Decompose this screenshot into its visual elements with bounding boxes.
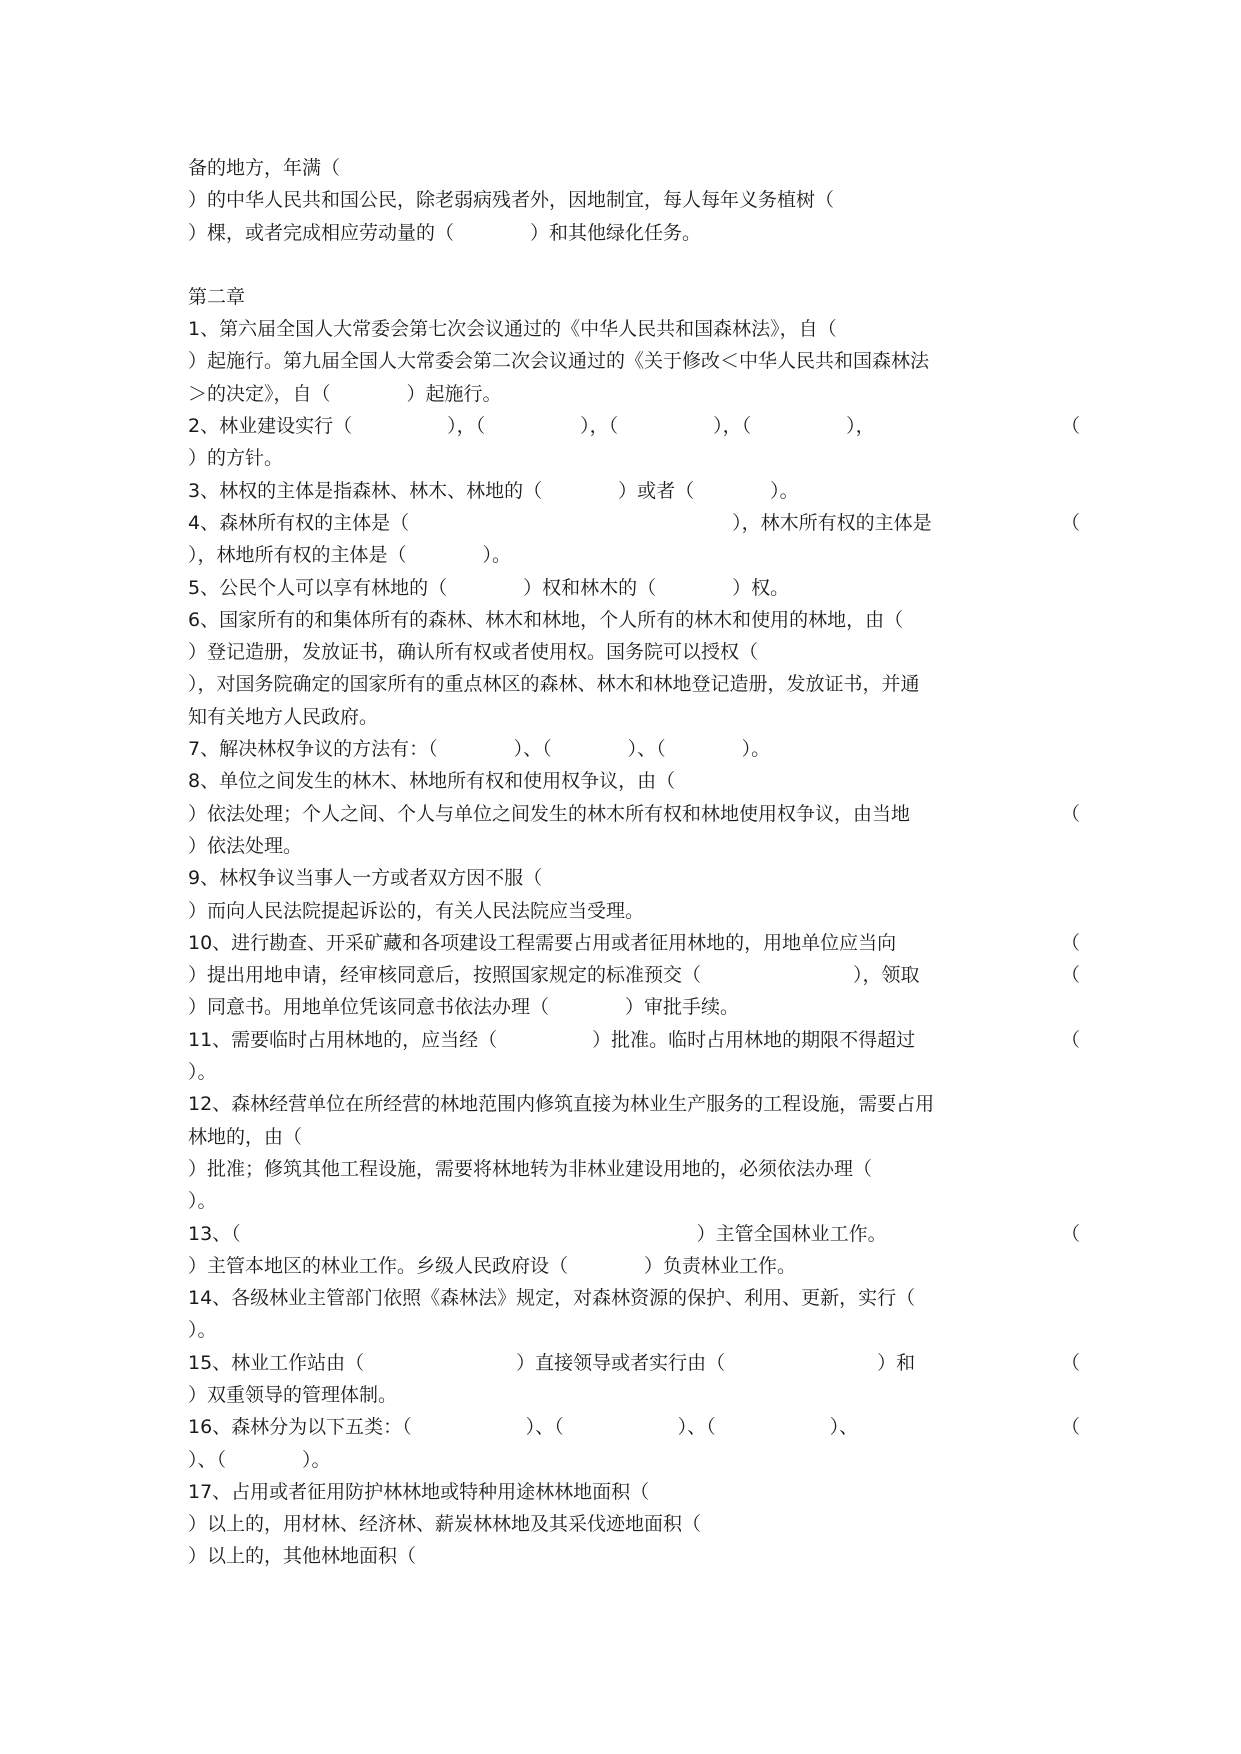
text-line: [188, 927, 1080, 959]
text-line: [188, 1185, 1068, 1217]
text-line: [188, 184, 1068, 216]
text-line: [188, 1347, 1080, 1379]
line-text: 12、森林经营单位在所经营的林地范围内修筑直接为林业生产服务的工程设施，需要占用: [188, 1093, 935, 1116]
text-line: [188, 572, 1068, 604]
line-text: ＞的决定》，自（ ）起施行。: [188, 382, 502, 405]
text-line: [188, 604, 1068, 636]
text-line: [188, 1282, 1068, 1314]
line-text: ）的方针。: [188, 447, 284, 470]
text-line: [188, 1088, 1068, 1120]
line-text: ）登记造册，发放证书，确认所有权或者使用权。国务院可以授权（: [188, 641, 759, 664]
line-text: 4、森林所有权的主体是（ ），林木所有权的主体是: [188, 511, 932, 534]
text-line: [188, 895, 1068, 927]
text-line: [188, 410, 1080, 442]
text-line: [188, 1379, 1068, 1411]
line-text: ）。: [188, 1319, 217, 1342]
line-tail-bracket: （: [1060, 802, 1080, 825]
text-line: [188, 313, 1068, 345]
text-line: [188, 1056, 1068, 1088]
line-text: ）依法处理。: [188, 834, 303, 857]
line-text: ）主管本地区的林业工作。乡级人民政府设（ ）负责林业工作。: [188, 1254, 797, 1277]
text-line: [188, 1250, 1068, 1282]
text-line: [188, 378, 1068, 410]
line-tail-bracket: （: [1060, 415, 1080, 438]
line-text: ），林地所有权的主体是（ ）。: [188, 544, 512, 567]
line-text: 备的地方，年满（: [188, 157, 341, 179]
line-text: 5、公民个人可以享有林地的（ ）权和林木的（ ）权。: [188, 576, 790, 599]
text-line: [188, 539, 1068, 571]
line-text: ）批准；修筑其他工程设施，需要将林地转为非林业建设用地的，必须依法办理（: [188, 1157, 873, 1180]
line-tail-bracket: （: [1060, 931, 1080, 954]
line-text: 1、第六届全国人大常委会第七次会议通过的《中华人民共和国森林法》，自（: [188, 318, 837, 341]
line-text: ）。: [188, 1061, 217, 1084]
text-line: [188, 991, 1068, 1023]
text-line: [188, 830, 1068, 862]
text-line: [188, 1508, 1068, 1540]
line-text: 11、需要临时占用林地的，应当经（ ）批准。临时占用林地的期限不得超过: [188, 1028, 916, 1051]
line-tail-bracket: （: [1060, 511, 1080, 534]
text-line: [188, 217, 1068, 249]
text-line: [188, 1218, 1080, 1250]
text-line: [188, 1121, 1068, 1153]
line-text: ）依法处理；个人之间、个人与单位之间发生的林木所有权和林地使用权争议，由当地: [188, 802, 911, 825]
text-line: [188, 249, 1068, 281]
line-text: ）起施行。第九届全国人大常委会第二次会议通过的《关于修改＜中华人民共和国森林法: [188, 350, 930, 373]
line-tail-bracket: （: [1060, 964, 1080, 987]
text-line: [188, 1540, 1068, 1572]
line-text: ）的中华人民共和国公民，除老弱病残者外，因地制宜，每人每年义务植树（: [188, 189, 835, 212]
text-line: [188, 345, 1068, 377]
line-text: ）以上的，用材林、经济林、薪炭林林地及其采伐迹地面积（: [188, 1513, 702, 1536]
line-text: 13、（ ）主管全国林业工作。: [188, 1222, 887, 1245]
line-text: 3、林权的主体是指森林、林木、林地的（ ）或者（ ）。: [188, 479, 799, 502]
line-text: 知有关地方人民政府。: [188, 705, 379, 728]
text-line: [188, 862, 1068, 894]
text-line: [188, 765, 1068, 797]
line-tail-bracket: （: [1060, 1028, 1080, 1051]
line-text: 9、林权争议当事人一方或者双方因不服（: [188, 867, 543, 890]
line-text: ）以上的，其他林地面积（: [188, 1545, 417, 1568]
text-line: [188, 507, 1080, 539]
text-line: [188, 733, 1068, 765]
text-line: [188, 701, 1068, 733]
text-line: [188, 959, 1080, 991]
line-text: 15、林业工作站由（ ）直接领导或者实行由（ ）和: [188, 1351, 916, 1374]
text-line: [188, 1153, 1068, 1185]
text-line: [188, 475, 1068, 507]
line-text: ）而向人民法院提起诉讼的，有关人民法院应当受理。: [188, 899, 645, 922]
text-line: [188, 636, 1068, 668]
line-text: ）。: [188, 1190, 217, 1213]
text-line: [188, 1444, 1068, 1476]
line-text: ）提出用地申请，经审核同意后，按照国家规定的标准预交（ ），领取: [188, 964, 920, 987]
line-tail-bracket: （: [1060, 1222, 1080, 1245]
line-text: ）棵，或者完成相应劳动量的（ ）和其他绿化任务。: [188, 221, 702, 244]
line-tail-bracket: （: [1060, 1416, 1080, 1439]
chapter-heading: [188, 281, 1068, 313]
text-line: [188, 1024, 1080, 1056]
document-body: [188, 152, 1080, 1573]
line-text: 16、森林分为以下五类：（ ）、（ ）、（ ）、: [188, 1416, 859, 1439]
text-line: [188, 798, 1080, 830]
text-line: [188, 668, 1068, 700]
line-text: 8、单位之间发生的林木、林地所有权和使用权争议，由（: [188, 770, 676, 793]
line-text: ）同意书。用地单位凭该同意书依法办理（ ）审批手续。: [188, 996, 740, 1019]
text-line: [188, 1476, 1068, 1508]
text-line: [188, 152, 1068, 184]
line-text: ），对国务院确定的国家所有的重点林区的森林、林木和林地登记造册，发放证书，并通: [188, 673, 920, 696]
text-line: [188, 1314, 1068, 1346]
line-text: 7、解决林权争议的方法有：（ ）、（ ）、（ ）。: [188, 738, 771, 761]
line-text: 6、国家所有的和集体所有的森林、林木和林地，个人所有的林木和使用的林地，由（: [188, 608, 904, 631]
line-text: ）双重领导的管理体制。: [188, 1383, 398, 1406]
line-text: 第二章: [188, 285, 246, 308]
line-text: 林地的，由（: [188, 1125, 303, 1148]
line-text: 17、占用或者征用防护林林地或特种用途林林地面积（: [188, 1480, 650, 1503]
line-text: 2、林业建设实行（ ），（ ），（ ），（ ），: [188, 415, 875, 438]
text-line: [188, 442, 1068, 474]
line-text: ）、（ ）。: [188, 1448, 331, 1471]
line-text: 14、各级林业主管部门依照《森林法》规定，对森林资源的保护、利用、更新，实行（: [188, 1287, 916, 1310]
text-line: [188, 1411, 1080, 1443]
line-tail-bracket: （: [1060, 1351, 1080, 1374]
line-text: 10、进行勘查、开采矿藏和各项建设工程需要占用或者征用林地的，用地单位应当向: [188, 931, 897, 954]
